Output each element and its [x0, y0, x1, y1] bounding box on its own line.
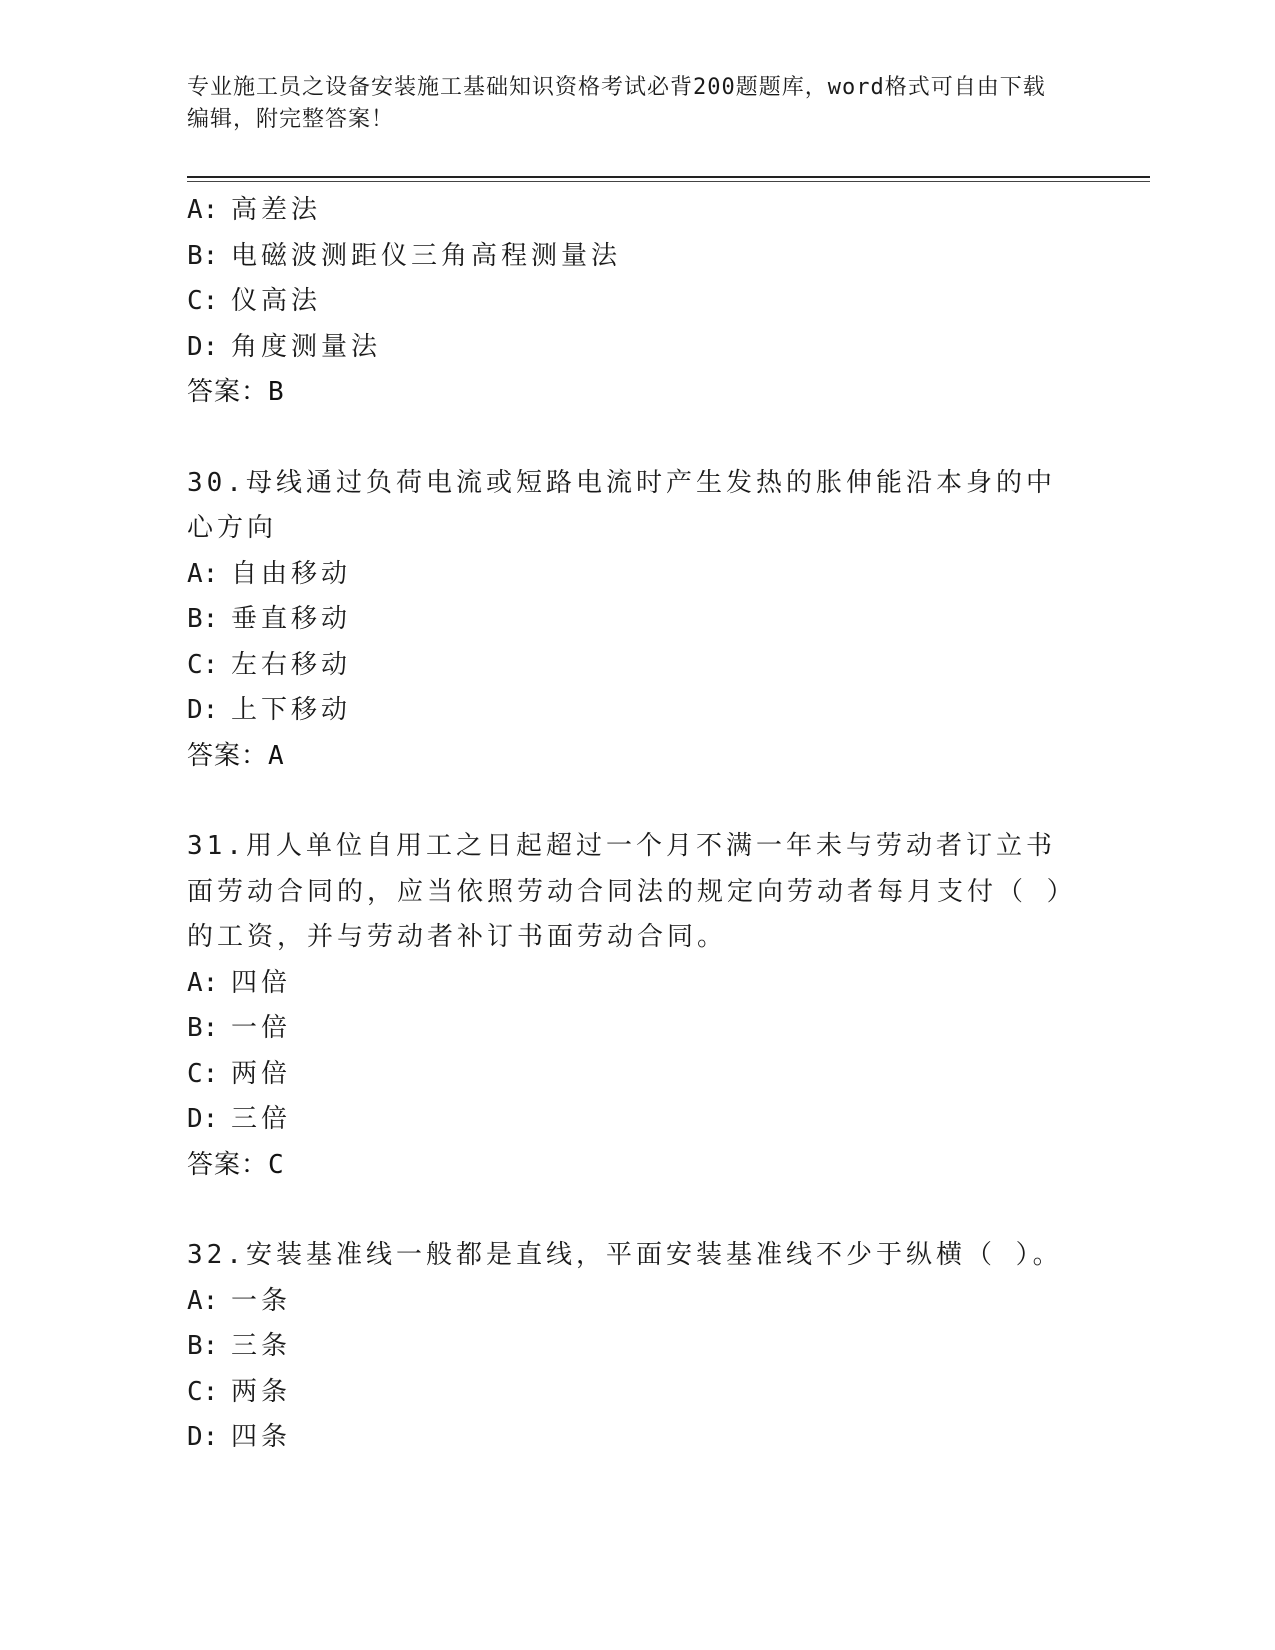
document-header: 专业施工员之设备安装施工基础知识资格考试必背200题题库，word格式可自由下载编辑，附完整答案！ [187, 75, 1046, 132]
option-text: 仪高法 [231, 286, 322, 316]
question-block-30 [187, 461, 1087, 780]
option-letter: A: [187, 967, 219, 998]
option-text: 三倍 [231, 1104, 292, 1134]
answer-line: 答案：B [187, 377, 285, 407]
option-b [187, 1006, 1087, 1052]
answer-line: 答案：C [187, 1149, 285, 1180]
option-d [187, 325, 1087, 371]
option-b [187, 234, 1087, 280]
option-text: 左右移动 [231, 649, 352, 680]
option-d [187, 688, 1087, 734]
option-a [187, 188, 1087, 234]
answer-line: 答案：A [187, 740, 285, 771]
option-letter: A: [187, 1285, 219, 1316]
option-c [187, 279, 1087, 325]
option-letter: B: [187, 1013, 219, 1043]
header-divider-thick [187, 176, 1150, 178]
option-text: 三条 [231, 1331, 292, 1361]
option-b [187, 597, 1087, 643]
option-c [187, 1052, 1087, 1098]
option-text: 角度测量法 [231, 331, 382, 362]
option-text: 电磁波测距仪三角高程测量法 [231, 240, 622, 271]
option-letter: A: [187, 195, 219, 225]
option-letter: B: [187, 1331, 219, 1361]
option-letter: D: [187, 695, 219, 725]
question-block-32 [187, 1233, 1087, 1461]
option-text: 上下移动 [231, 695, 352, 725]
option-c [187, 643, 1087, 689]
option-letter: B: [187, 240, 219, 271]
spacer [187, 779, 1087, 824]
option-letter: D: [187, 1104, 219, 1134]
option-text: 两条 [231, 1376, 292, 1407]
option-text: 垂直移动 [231, 604, 352, 634]
question-text: 32.安装基准线一般都是直线，平面安装基准线不少于纵横（ ）。 [187, 1240, 1063, 1270]
header-divider-thin [187, 181, 1150, 182]
option-letter: D: [187, 1422, 219, 1452]
option-letter: A: [187, 558, 219, 589]
option-c [187, 1370, 1087, 1416]
spacer [187, 1188, 1087, 1233]
option-text: 自由移动 [231, 558, 352, 589]
option-text: 四条 [231, 1422, 292, 1452]
option-letter: C: [187, 649, 219, 680]
question-block-29 [187, 188, 1087, 416]
option-a [187, 1279, 1087, 1325]
option-letter: B: [187, 604, 219, 634]
question-block-31 [187, 824, 1087, 1188]
option-letter: C: [187, 1376, 219, 1407]
option-d [187, 1097, 1087, 1143]
option-a [187, 552, 1087, 598]
spacer [187, 416, 1087, 461]
option-d [187, 1415, 1087, 1461]
option-letter: C: [187, 1058, 219, 1089]
question-text: 30.母线通过负荷电流或短路电流时产生发热的胀伸能沿本身的中心方向 [187, 467, 1056, 543]
question-text: 31.用人单位自用工之日起超过一个月不满一年未与劳动者订立书面劳动合同的，应当依照劳动合同法的规定向劳动者每月支付（ ）的工资，并与劳动者补订书面劳动合同。 [187, 831, 1064, 952]
question-list [187, 188, 1087, 1461]
option-a [187, 961, 1087, 1007]
option-text: 四倍 [231, 967, 292, 998]
option-text: 两倍 [231, 1058, 292, 1089]
option-letter: C: [187, 286, 219, 316]
option-b [187, 1324, 1087, 1370]
option-text: 一倍 [231, 1013, 292, 1043]
option-letter: D: [187, 331, 219, 362]
option-text: 一条 [231, 1285, 292, 1316]
option-text: 高差法 [231, 195, 322, 225]
